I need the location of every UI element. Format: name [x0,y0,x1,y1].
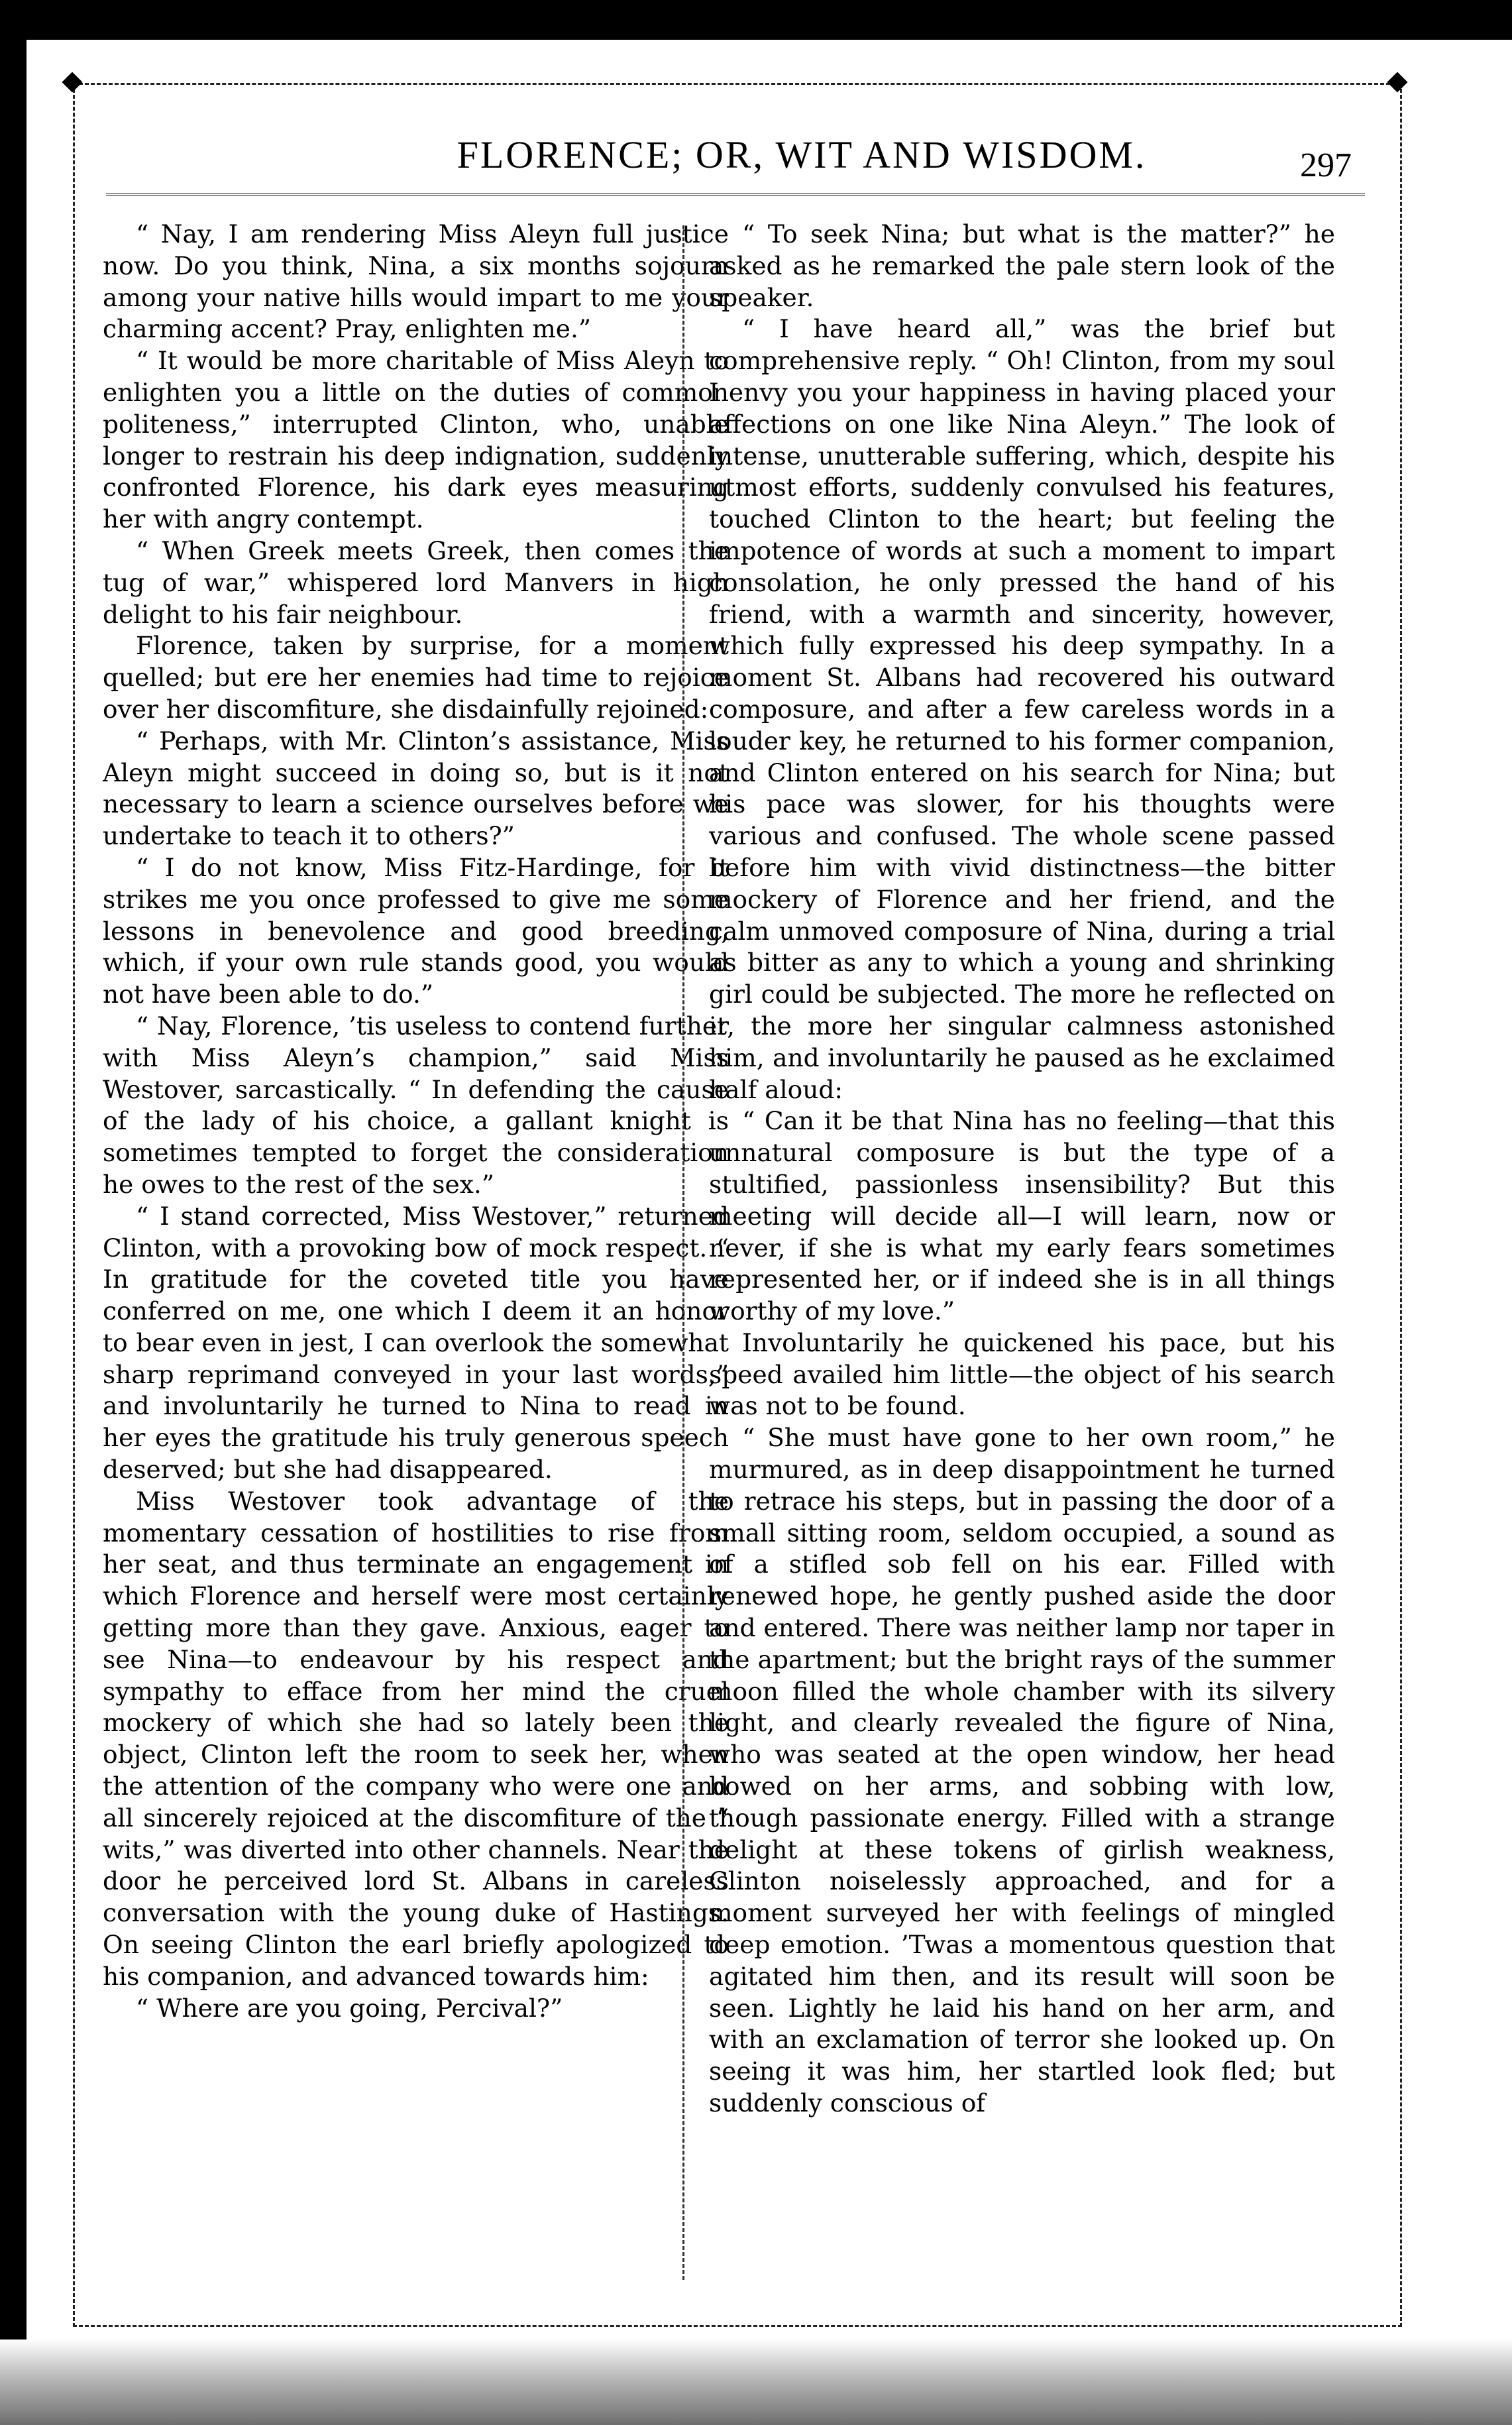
paragraph: “ Where are you going, Percival?” [136,1993,563,2023]
paragraph: “ Nay, Florence, ’tis useless to contend further with Miss Aleyn’s champion,” said Miss Westover, sarcastically. “ In defending the cause of the lady of his choice, a gallant knight is sometimes tempted to forget the consideration he owes to the rest of the sex.” [103,1011,729,1199]
running-title: FLORENCE; OR, WIT AND WISDOM. [457,133,1147,176]
paragraph: Florence, taken by surprise, for a moment quelled; but ere her enemies had time to rejoice over her discomfiture, she disdainfully rejoined: [103,631,729,724]
paragraph: Involuntarily he quickened his pace, but his speed availed him little—the object of his search was not to be found. [709,1327,1335,1421]
left-column [103,219,729,2306]
page-number: 297 [1300,146,1352,184]
paragraph: “ She must have gone to her own room,” he murmured, as in deep disappointment he turned to retrace his steps, but in passing the door of a small sitting room, seldom occupied, a sound as of a stifled sob fell on his ear. Filled with renewed hope, he gently pushed aside the door and entered. There was neither lamp nor taper in the apartment; but the bright rays of the summer moon filled the whole chamber with its silvery light, and clearly revealed the figure of Nina, who was seated at the open window, her head bowed on her arms, and sobbing with low, though passionate energy. Filled with a strange delight at these tokens of girlish weakness, Clinton noiselessly approached, and for a moment surveyed her with feelings of mingled deep emotion. ’Twas a momentous question that agitated him then, and its result will soon be seen. Lightly he laid his hand on her arm, and with an exclamation of terror she looked up. On seeing it was him, her startled look fled; but suddenly conscious of [709,1423,1335,2118]
header-rule [106,194,1365,196]
right-column [709,219,1335,2306]
scan-edge-bottom [0,2340,1512,2425]
paragraph: “ Nay, I am rendering Miss Aleyn full justice now. Do you think, Nina, a six months sojourn among your native hills would impart to me your charming accent? Pray, enlighten me.” [103,219,729,344]
scan-edge-top [0,0,1512,40]
paragraph: “ When Greek meets Greek, then comes the tug of war,” whispered lord Manvers in high delight to his fair neighbour. [103,536,729,629]
paragraph: “ To seek Nina; but what is the matter?” he asked as he remarked the pale stern look of the speaker. [709,219,1335,312]
paragraph: Miss Westover took advantage of the momentary cessation of hostilities to rise from her seat, and thus terminate an engagement in which Florence and herself were most certainly getting more than they gave. Anxious, eager to see Nina—to endeavour by his respect and sympathy to efface from her mind the cruel mockery of which she had so lately been the object, Clinton left the room to seek her, when the attention of the company who were one and all sincerely rejoiced at the discomfiture of the “ wits,” was diverted into other channels. Near the door he perceived lord St. Albans in careless conversation with the young duke of Hastings. On seeing Clinton the earl briefly apologized to his companion, and advanced towards him: [103,1486,729,1991]
paragraph: “ Perhaps, with Mr. Clinton’s assistance, Miss Aleyn might succeed in doing so, but is it not necessary to learn a science ourselves before we undertake to teach it to others?” [103,726,729,851]
paragraph: “ I stand corrected, Miss Westover,” returned Clinton, with a provoking bow of mock respect. “ In gratitude for the coveted title you have conferred on me, one which I deem it an honor to bear even in jest, I can overlook the somewhat sharp reprimand conveyed in your last words,” and involuntarily he turned to Nina to read in her eyes the gratitude his truly generous speech deserved; but she had disappeared. [103,1201,729,1485]
scan-edge-left [0,40,27,2425]
running-header [93,119,1378,192]
paragraph: “ Can it be that Nina has no feeling—that this unnatural composure is but the type of a stultified, passionless insensibility? But this meeting will decide all—I will learn, now or never, if she is what my early fears sometimes represented her, or if indeed she is in all things worthy of my love.” [709,1106,1335,1326]
paragraph: “ I have heard all,” was the brief but comprehensive reply. “ Oh! Clinton, from my soul I envy you your happiness in having placed your affections on one like Nina Aleyn.” The look of intense, unutterable suffering, which, despite his utmost efforts, suddenly convulsed his features, touched Clinton to the heart; but feeling the impotence of words at such a moment to impart consolation, he only pressed the hand of his friend, with a warmth and sincerity, however, which fully expressed his deep sympathy. In a moment St. Albans had recovered his outward composure, and after a few careless words in a louder key, he returned to his former companion, and Clinton entered on his search for Nina; but his pace was slower, for his thoughts were various and confused. The whole scene passed before him with vivid distinctness—the bitter mockery of Florence and her friend, and the calm unmoved composure of Nina, during a trial as bitter as any to which a young and shrinking girl could be subjected. The more he reflected on it, the more her singular calmness astonished him, and involuntarily he paused as he exclaimed half aloud: [709,314,1335,1104]
column-divider [682,225,684,2280]
paragraph: “ It would be more charitable of Miss Aleyn to enlighten you a little on the duties of common politeness,” interrupted Clinton, who, unable longer to restrain his deep indignation, suddenly confronted Florence, his dark eyes measuring her with angry contempt. [103,346,729,534]
paragraph: “ I do not know, Miss Fitz-Hardinge, for it strikes me you once professed to give me some lessons in benevolence and good breeding, which, if your own rule stands good, you would not have been able to do.” [103,852,729,1009]
